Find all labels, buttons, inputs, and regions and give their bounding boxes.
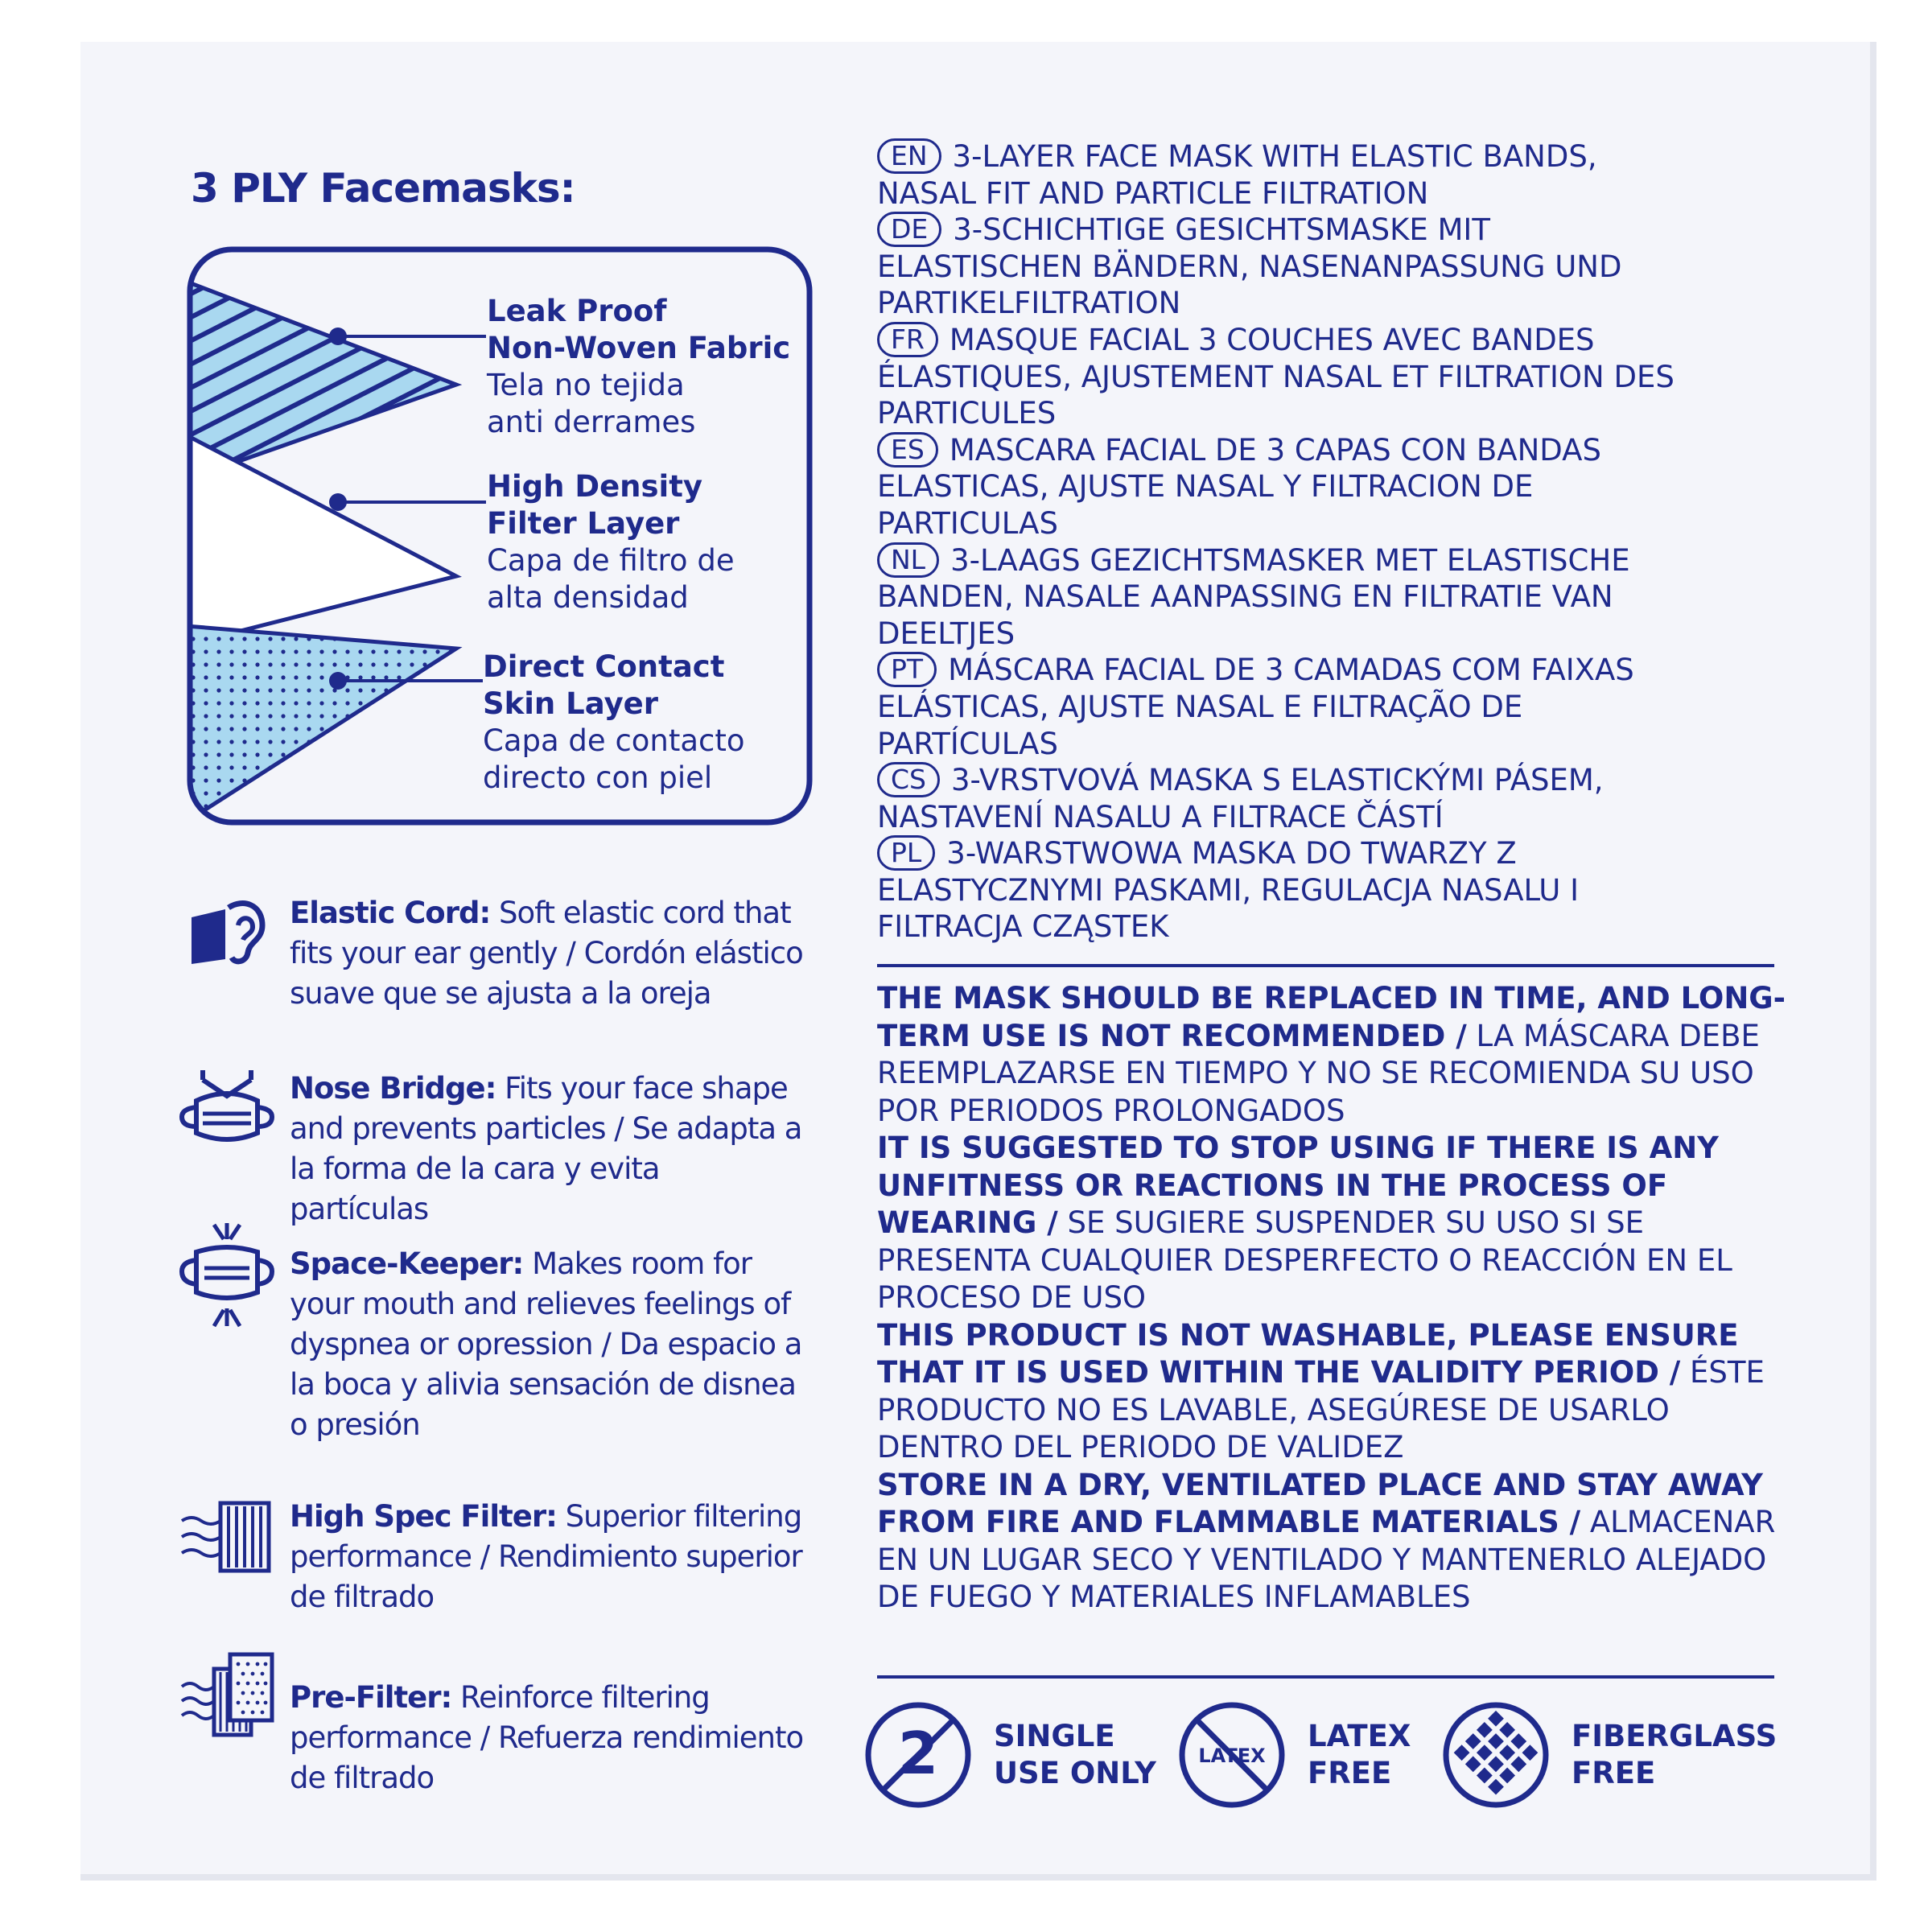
language-text: 3-WARSTWOWA MASKA DO TWARZY Z	[946, 836, 1517, 871]
language-line	[877, 579, 1810, 616]
language-text: NASAL FIT AND PARTICLE FILTRATION	[877, 175, 1429, 211]
language-text: PARTICULAS	[877, 505, 1058, 541]
warning-paragraph: THE MASK SHOULD BE REPLACED IN TIME, AND LONG-TERM USE IS NOT RECOMMENDED / LA MÁSCARA DEBE REEMPLAZARSE EN TIEMPO Y NO SE RECOMIENDA SU USO POR PERIODOS PROLONGADOS	[877, 981, 1786, 1128]
language-line	[877, 726, 1810, 763]
language-line	[877, 359, 1810, 396]
single-use-symbol: 2	[897, 1720, 939, 1787]
language-text: MASCARA FACIAL DE 3 CAPAS CON BANDAS	[949, 432, 1601, 468]
badge-fiberglass-free: FIBERGLASS FREE	[1572, 1719, 1778, 1790]
layer-label-outer: Leak Proof Non-Woven Fabric Tela no tejida anti derrames	[487, 294, 791, 439]
language-text: ELÁSTICAS, AJUSTE NASAL E FILTRAÇÃO DE	[877, 689, 1523, 724]
divider-top	[877, 964, 1774, 967]
language-code-badge: NL	[877, 542, 939, 578]
language-line	[877, 505, 1810, 542]
divider-bottom	[877, 1675, 1774, 1679]
feature-space-keeper: Space-Keeper: Makes room for your mouth and relieves feelings of dyspnea or opression / Da espacio a la boca y alivia sensación de disnea o presión	[290, 1246, 802, 1442]
language-line	[877, 468, 1810, 505]
pre-filter-icon	[179, 1651, 275, 1740]
latex-symbol: LATEX	[1198, 1745, 1266, 1767]
language-text: PARTÍCULAS	[877, 726, 1058, 761]
language-line	[877, 395, 1810, 432]
language-line	[877, 689, 1810, 726]
feature-nose-bridge: Nose Bridge: Fits your face shape and prevents particles / Se adapta a la forma de la cara y evita partículas	[290, 1071, 802, 1226]
layer-label-inner: Direct Contact Skin Layer Capa de contacto directo con piel	[483, 649, 745, 795]
warning-paragraph: THIS PRODUCT IS NOT WASHABLE, PLEASE ENSURE THAT IT IS USED WITHIN THE VALIDITY PERIOD / ÉSTE PRODUCTO NO ES LAVABLE, ASEGÚRESE DE USARLO DENTRO DEL PERIODO DE VALIDEZ	[877, 1317, 1765, 1464]
language-code-badge: PL	[877, 835, 935, 871]
language-line	[877, 432, 1810, 469]
space-keeper-icon	[179, 1223, 275, 1328]
language-text: ELASTISCHEN BÄNDERN, NASENANPASSUNG UND	[877, 249, 1622, 284]
middle-layer-shape	[187, 435, 456, 645]
badge-latex-free: LATEX FREE	[1308, 1719, 1411, 1790]
language-text: ELASTICAS, AJUSTE NASAL Y FILTRACION DE	[877, 469, 1534, 505]
language-line	[877, 249, 1810, 286]
language-line	[877, 138, 1810, 175]
language-line	[877, 616, 1810, 653]
warning-paragraph: IT IS SUGGESTED TO STOP USING IF THERE IS ANY UNFITNESS OR REACTIONS IN THE PROCESS OF WEARING / SE SUGIERE SUSPENDER SU USO SI SE PRESENTA CUALQUIER DESPERFECTO O REACCIÓN EN EL PROCESO DE USO	[877, 1131, 1732, 1315]
language-code-badge: EN	[877, 138, 941, 174]
language-text: ELASTYCZNYMI PASKAMI, REGULACJA NASALU I	[877, 872, 1580, 908]
language-text: DEELTJES	[877, 616, 1015, 651]
language-text: 3-SCHICHTIGE GESICHTSMASKE MIT	[953, 212, 1490, 248]
language-code-badge: FR	[877, 322, 938, 357]
language-line	[877, 799, 1810, 836]
language-text: 3-LAYER FACE MASK WITH ELASTIC BANDS,	[952, 139, 1597, 174]
language-line	[877, 762, 1810, 799]
language-line	[877, 872, 1810, 909]
language-line	[877, 285, 1810, 322]
language-text: NASTAVENÍ NASALU A FILTRACE ČÁSTÍ	[877, 799, 1444, 834]
language-line	[877, 835, 1810, 872]
language-text: BANDEN, NASALE AANPASSING EN FILTRATIE VAN	[877, 579, 1613, 615]
language-code-badge: ES	[877, 432, 938, 468]
single-use-icon	[863, 1699, 974, 1810]
feature-elastic-cord: Elastic Cord: Soft elastic cord that fits your ear gently / Cordón elástico suave que se ajusta a la oreja	[290, 896, 803, 1011]
layer-diagram	[187, 246, 814, 826]
layer-label-middle: High Density Filter Layer Capa de filtro de alta densidad	[487, 469, 735, 615]
feature-pre-filter: Pre-Filter: Reinforce filtering performance / Refuerza rendimiento de filtrado	[290, 1680, 804, 1795]
language-line	[877, 542, 1810, 579]
language-code-badge: CS	[877, 762, 940, 797]
inner-layer-shape	[187, 626, 456, 822]
language-text: 3-VRSTVOVÁ MASKA S ELASTICKÝMI PÁSEM,	[951, 763, 1604, 798]
feature-high-spec-filter: High Spec Filter: Superior filtering performance / Rendimiento superior de filtrado	[290, 1499, 802, 1614]
language-code-badge: DE	[877, 212, 941, 247]
outer-layer-shape	[187, 282, 456, 480]
usage-warnings	[877, 980, 1794, 1617]
section-title: 3 PLY Facemasks:	[191, 165, 575, 212]
language-code-badge: PT	[877, 652, 937, 687]
language-text: MÁSCARA FACIAL DE 3 CAMADAS COM FAIXAS	[948, 653, 1634, 688]
nose-bridge-icon	[179, 1069, 275, 1149]
language-text: ÉLASTIQUES, AJUSTEMENT NASAL ET FILTRATION DES	[877, 359, 1675, 394]
language-text: PARTIKELFILTRATION	[877, 286, 1181, 321]
language-line	[877, 322, 1810, 359]
warning-paragraph: STORE IN A DRY, VENTILATED PLACE AND STAY AWAY FROM FIRE AND FLAMMABLE MATERIALS / ALMACENAR EN UN LUGAR SECO Y VENTILADO Y MANTENERLO ALEJADO DE FUEGO Y MATERIALES INFLAMABLES	[877, 1467, 1776, 1614]
language-text: 3-LAAGS GEZICHTSMASKER MET ELASTISCHE	[950, 542, 1630, 578]
badge-single-use: SINGLE USE ONLY	[994, 1719, 1156, 1790]
language-line	[877, 175, 1810, 212]
language-line	[877, 908, 1810, 945]
product-description-languages	[877, 138, 1810, 945]
ear-icon	[179, 893, 275, 974]
language-text: FILTRACJA CZĄSTEK	[877, 909, 1169, 945]
language-text: MASQUE FACIAL 3 COUCHES AVEC BANDES	[949, 322, 1595, 357]
language-line	[877, 212, 1810, 249]
language-text: PARTICULES	[877, 396, 1057, 431]
filter-icon	[179, 1497, 275, 1577]
latex-free-icon	[1176, 1699, 1287, 1810]
language-line	[877, 652, 1810, 689]
fiberglass-free-icon	[1440, 1699, 1551, 1810]
